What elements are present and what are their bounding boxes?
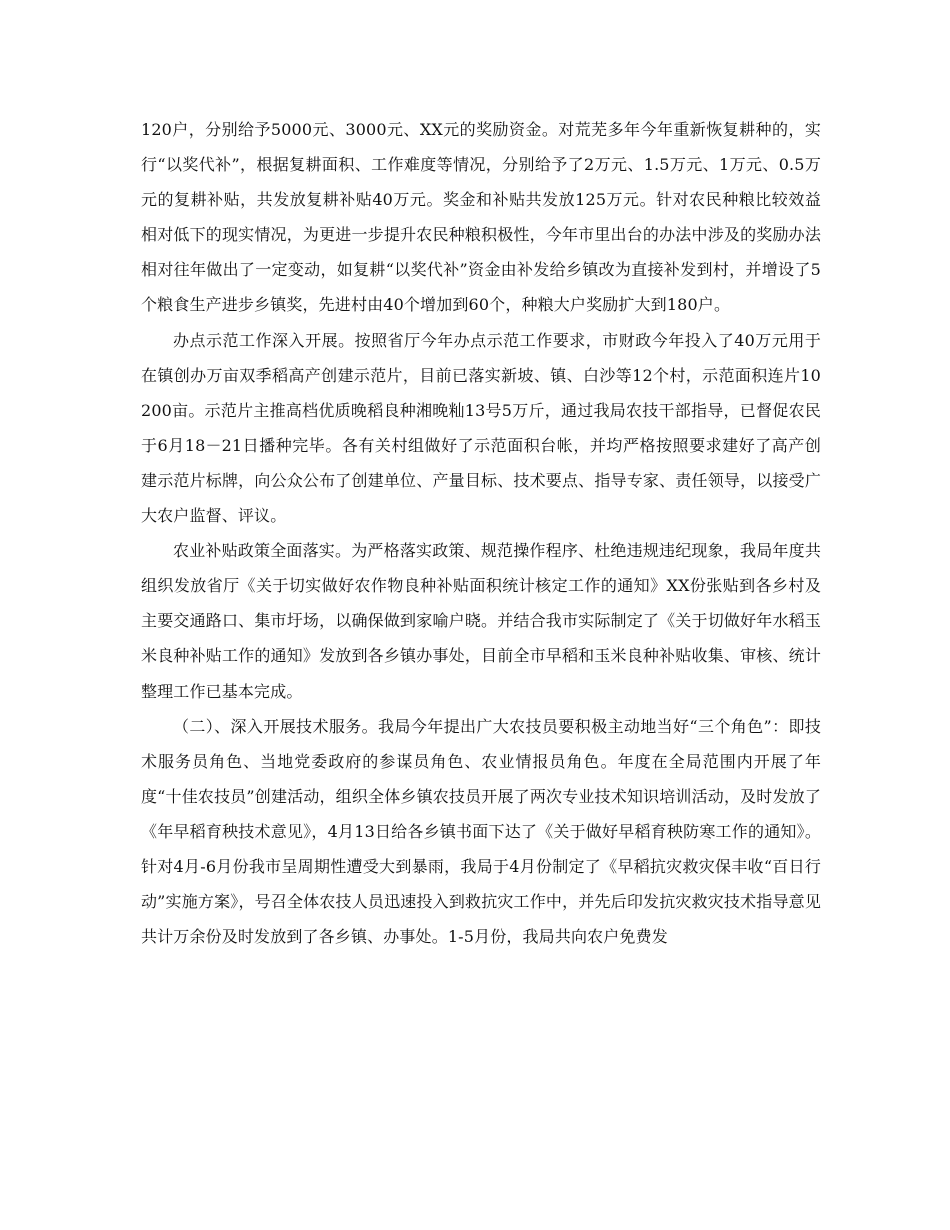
document-body	[141, 112, 821, 954]
paragraph-technical-services: （二）、深入开展技术服务。我局今年提出广大农技员要积极主动地当好“三个角色”：即技术服务员角色、当地党委政府的参谋员角色、农业情报员角色。年度在全局范围内开展了年度“十佳农技员”创建活动，组织全体乡镇农技员开展了两次专业技术知识培训活动，及时发放了《年早稻育秧技术意见》，4月13日给各乡镇书面下达了《关于做好早稻育秧防寒工作的通知》。针对4月-6月份我市呈周期性遭受大到暴雨，我局于4月份制定了《早稻抗灾救灾保丰收“百日行动”实施方案》，号召全体农技人员迅速投入到救抗灾工作中，并先后印发抗灾救灾技术指导意见共计万余份及时发放到了各乡镇、办事处。1-5月份，我局共向农户免费发	[141, 716, 821, 947]
paragraph-subsidy-policy: 农业补贴政策全面落实。为严格落实政策、规范操作程序、杜绝违规违纪现象，我局年度共组织发放省厅《关于切实做好农作物良种补贴面积统计核定工作的通知》XX份张贴到各乡村及主要交通路口、集市圩场，以确保做到家喻户晓。并结合我市实际制定了《关于切做好年水稻玉米良种补贴工作的通知》发放到各乡镇办事处，目前全市早稻和玉米良种补贴收集、审核、统计整理工作已基本完成。	[141, 541, 821, 701]
paragraph-demonstration-work: 办点示范工作深入开展。按照省厅今年办点示范工作要求，市财政今年投入了40万元用于在镇创办万亩双季稻高产创建示范片，目前已落实新坡、镇、白沙等12个村，示范面积连片10200亩。示范片主推高档优质晚稻良种湘晚籼13号5万斤，通过我局农技干部指导，已督促农民于6月18－21日播种完毕。各有关村组做好了示范面积台帐，并均严格按照要求建好了高产创建示范片标牌，向公众公布了创建单位、产量目标、技术要点、指导专家、责任领导，以接受广大农户监督、评议。	[141, 330, 821, 526]
paragraph-rewards-subsidies: 120户，分别给予5000元、3000元、XX元的奖励资金。对荒芜多年今年重新恢复耕种的，实行“以奖代补”，根据复耕面积、工作难度等情况，分别给予了2万元、1.5万元、1万元、0.5万元的复耕补贴，共发放复耕补贴40万元。奖金和补贴共发放125万元。针对农民种粮比较效益相对低下的现实情况，为更进一步提升农民种粮积极性，今年市里出台的办法中涉及的奖励办法相对往年做出了一定变动，如复耕“以奖代补”资金由补发给乡镇改为直接补发到村，并增设了5个粮食生产进步乡镇奖，先进村由40个增加到60个，种粮大户奖励扩大到180户。	[141, 120, 821, 315]
